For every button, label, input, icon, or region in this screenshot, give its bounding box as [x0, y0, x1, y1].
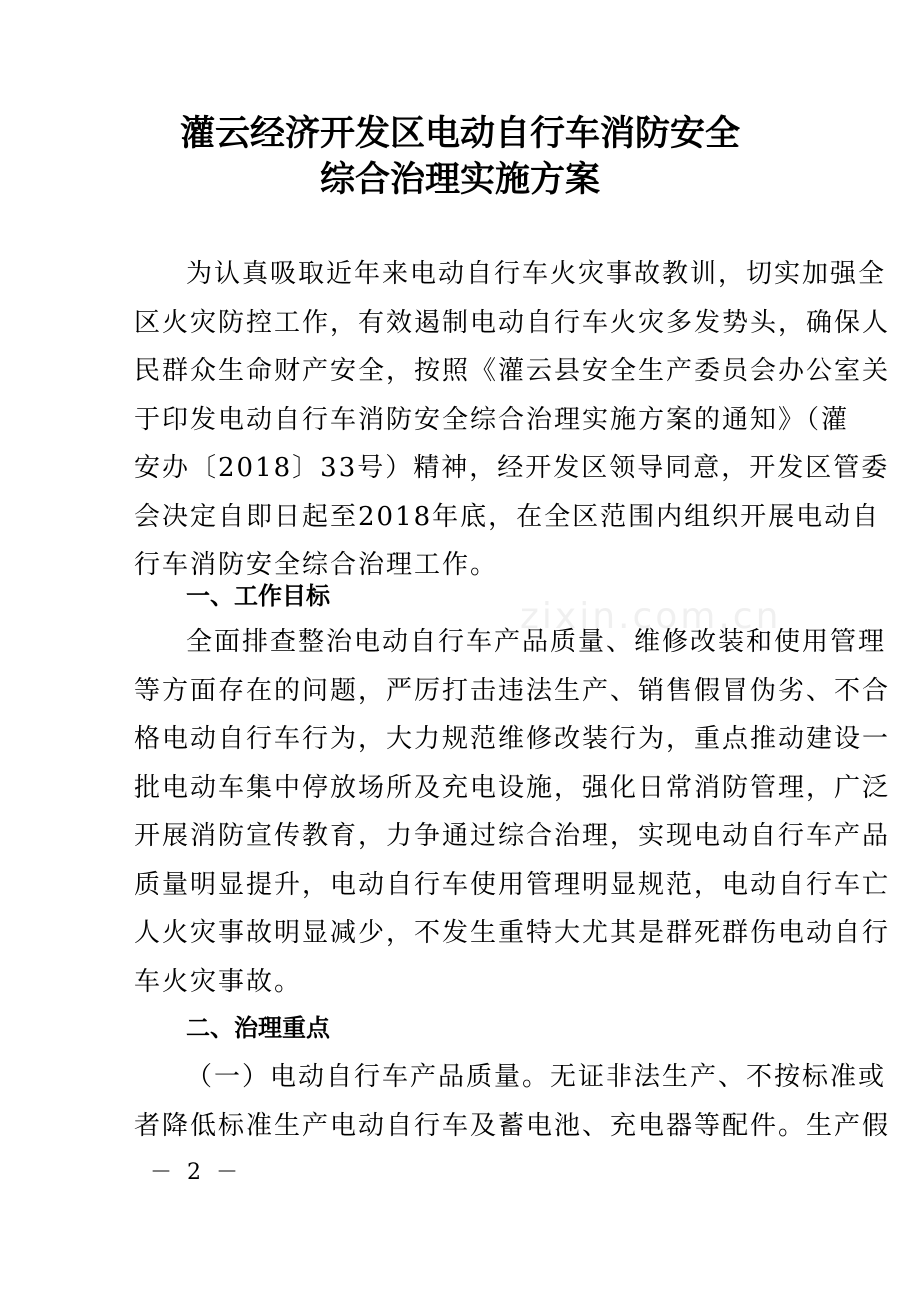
section-heading-focus: 二、治理重点: [186, 1014, 330, 1042]
watermark: zixin.com.cn: [520, 596, 782, 637]
intro-paragraph: [134, 250, 891, 590]
paragraph-line: 质量明显提升，电动自行车使用管理明显规范，电动自行车亡: [134, 869, 891, 900]
focus-paragraph: [134, 1053, 891, 1150]
paragraph-line: 车火灾事故。: [134, 966, 303, 997]
goals-paragraph: [134, 618, 891, 1006]
paragraph-line: 全面排查整治电动自行车产品质量、维修改装和使用管理: [186, 627, 887, 657]
paragraph-line: 民群众生命财产安全，按照《灌云县安全生产委员会办公室关: [134, 356, 891, 386]
paragraph-line: 等方面存在的问题，严厉打击违法生产、销售假冒伪劣、不合: [134, 675, 891, 706]
paragraph-line: （一）电动自行车产品质量。无证非法生产、不按标准或: [186, 1062, 887, 1092]
paragraph-line: 格电动自行车行为，大力规范维修改装行为，重点推动建设一: [134, 724, 891, 754]
paragraph-line: 安办〔2018〕33号）精神，经开发区领导同意，开发区管委: [134, 453, 890, 483]
paragraph-line: 批电动车集中停放场所及充电设施，强化日常消防管理，广泛: [134, 772, 891, 803]
paragraph-line: 者降低标准生产电动自行车及蓄电池、充电器等配件。生产假: [134, 1110, 891, 1141]
document-title-line-2: 综合治理实施方案: [319, 160, 600, 200]
paragraph-line: 于印发电动自行车消防安全综合治理实施方案的通知》（灌: [134, 404, 850, 435]
section-heading-goals: 一、工作目标: [186, 582, 330, 610]
paragraph-line: 行车消防安全综合治理工作。: [134, 550, 499, 580]
paragraph-line: 开展消防宣传教育，力争通过综合治理，实现电动自行车产品: [134, 821, 891, 851]
page-number: － 2 －: [150, 1160, 242, 1185]
paragraph-line: 人火灾事故明显减少，不发生重特大尤其是群死群伤电动自行: [134, 918, 891, 948]
paragraph-line: 会决定自即日起至2018年底，在全区范围内组织开展电动自: [134, 501, 881, 532]
paragraph-line: 区火灾防控工作，有效遏制电动自行车火灾多发势头，确保人: [134, 307, 891, 338]
document-title-line-1: 灌云经济开发区电动自行车消防安全: [179, 114, 740, 154]
paragraph-line: 为认真吸取近年来电动自行车火灾事故教训，切实加强全: [186, 259, 887, 289]
